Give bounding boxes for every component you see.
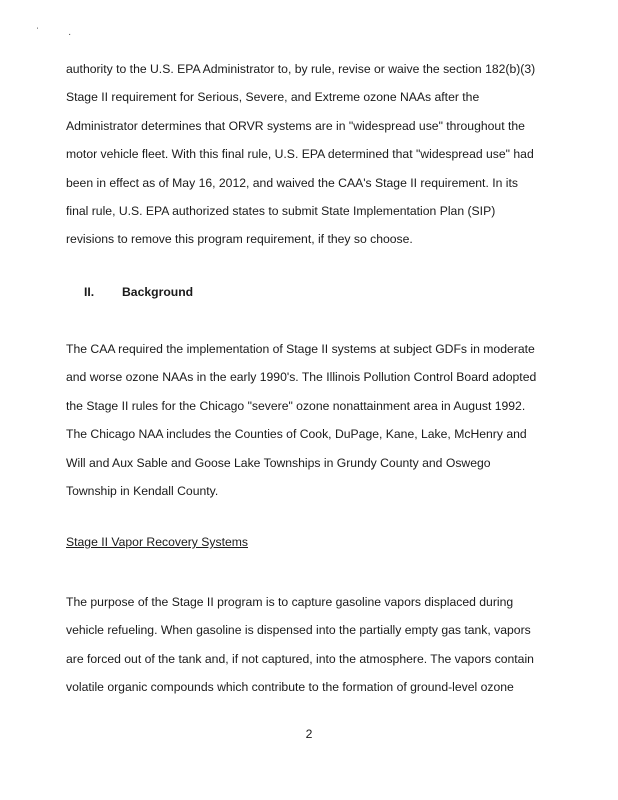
paragraph-line: motor vehicle fleet. With this final rule, U.S. EPA determined that "widespread use" had: [66, 147, 534, 162]
page-number: 2: [305, 727, 313, 741]
paragraph-line: Township in Kendall County.: [66, 483, 219, 498]
scan-speck: ˈ: [36, 27, 40, 38]
paragraph-line: are forced out of the tank and, if not captured, into the atmosphere. The vapors contain: [66, 651, 534, 666]
section-title: Background: [122, 285, 194, 299]
paragraph-line: The purpose of the Stage II program is to capture gasoline vapors displaced during: [66, 595, 514, 609]
paragraph-line: vehicle refueling. When gasoline is dispensed into the partially empty gas tank, vapors: [66, 623, 531, 638]
background-paragraph: [66, 342, 546, 498]
paragraph-line: The Chicago NAA includes the Counties of Cook, DuPage, Kane, Lake, McHenry and: [66, 427, 527, 442]
paragraph-line: Will and Aux Sable and Goose Lake Townships in Grundy County and Oswego: [66, 455, 491, 470]
paragraph-line: been in effect as of May 16, 2012, and waived the CAA's Stage II requirement. In its: [66, 175, 518, 190]
section-heading: [84, 285, 193, 299]
paragraph-line: authority to the U.S. EPA Administrator to, by rule, revise or waive the section 182(b)(3): [66, 62, 536, 76]
paragraph-line: and worse ozone NAAs in the early 1990's. The Illinois Pollution Control Board adopted: [66, 370, 537, 385]
paragraph-line: final rule, U.S. EPA authorized states to submit State Implementation Plan (SIP): [66, 203, 496, 218]
subsection-heading: Stage II Vapor Recovery Systems: [66, 535, 248, 549]
scan-speck: ·: [68, 29, 72, 40]
purpose-paragraph: [66, 595, 546, 694]
paragraph-line: the Stage II rules for the Chicago "severe" ozone nonattainment area in August 1992.: [66, 398, 526, 413]
section-number: II.: [84, 285, 95, 299]
paragraph-line: Administrator determines that ORVR systems are in "widespread use" throughout the: [66, 118, 525, 133]
paragraph-line: volatile organic compounds which contribute to the formation of ground-level ozone: [66, 680, 514, 695]
paragraph-line: Stage II requirement for Serious, Severe, and Extreme ozone NAAs after the: [66, 90, 480, 105]
paragraph-line: The CAA required the implementation of Stage II systems at subject GDFs in moderate: [66, 342, 535, 356]
paragraph-line: revisions to remove this program requirement, if they so choose.: [66, 232, 413, 247]
intro-paragraph: [66, 62, 546, 246]
